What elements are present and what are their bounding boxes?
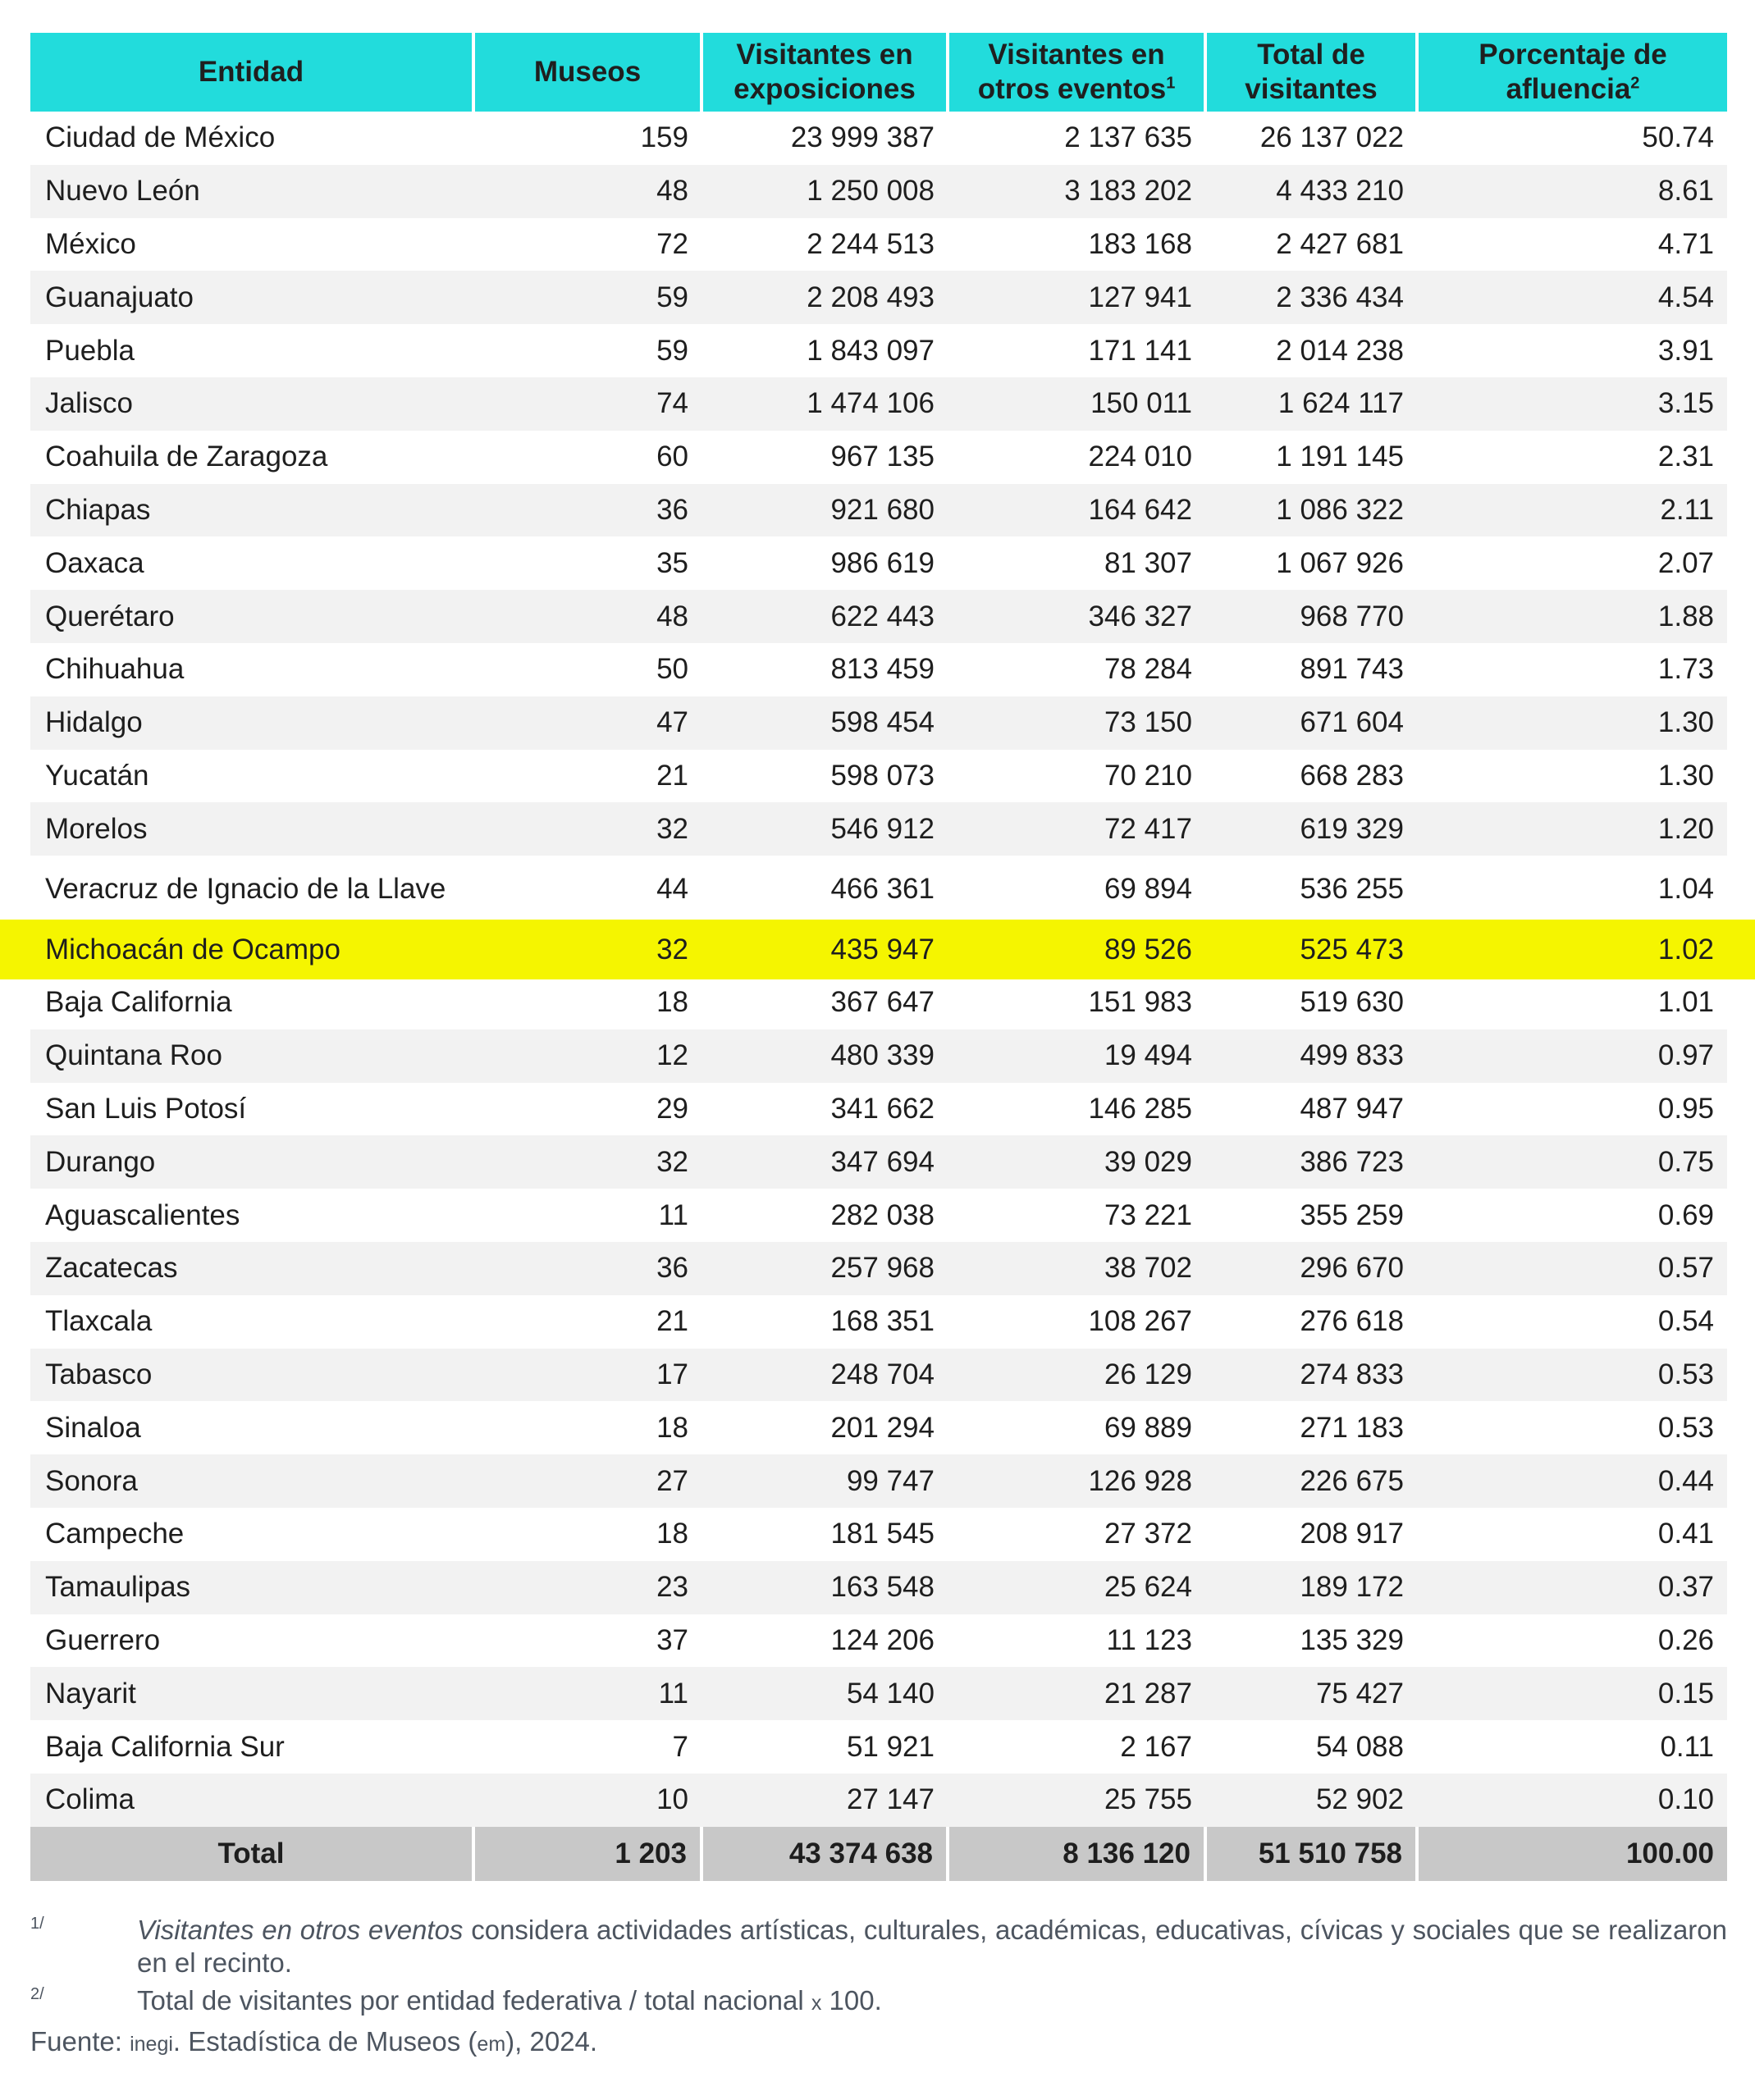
cell-otros: 38 702	[948, 1242, 1205, 1295]
museum-table-container	[30, 33, 1727, 1881]
table-row	[30, 1561, 1727, 1614]
cell-entidad: Guerrero	[45, 1623, 161, 1656]
source-end: ), 2024.	[505, 2026, 598, 2057]
cell-exposiciones: 248 704	[702, 1349, 948, 1402]
cell-total: 536 255	[1300, 873, 1404, 906]
cell-entidad: Yucatán	[45, 759, 149, 792]
cell-exposiciones: 622 443	[702, 590, 948, 643]
cell-porcentaje: 50.74	[1642, 121, 1714, 154]
cell-exposiciones: 1 474 106	[702, 377, 948, 431]
cell-otros: 78 284	[1104, 653, 1192, 686]
cell-exposiciones: 921 680	[702, 484, 948, 537]
cell-entidad: Oaxaca	[45, 546, 144, 579]
cell-porcentaje: 1.30	[1417, 696, 1727, 750]
cell-museos: 48	[473, 590, 702, 643]
cell-porcentaje: 0.75	[1417, 1135, 1727, 1189]
cell-museos: 29	[656, 1092, 688, 1125]
cell-museos: 32	[473, 802, 702, 856]
table-row	[30, 802, 1727, 856]
cell-entidad: Tlaxcala	[45, 1305, 153, 1338]
header-museos: Museos	[473, 33, 702, 112]
cell-exposiciones: 163 548	[702, 1561, 948, 1614]
table-total	[30, 1827, 1727, 1881]
footnote-2-mark: 2/	[30, 1985, 44, 2003]
table-row	[30, 643, 1727, 696]
total-visitantes: 51 510 758	[1205, 1827, 1417, 1881]
cell-otros: 26 129	[948, 1349, 1205, 1402]
table-row	[30, 218, 1727, 272]
table-row	[30, 1614, 1727, 1668]
cell-exposiciones: 282 038	[830, 1198, 935, 1231]
source-abbr: em	[477, 2033, 506, 2056]
table-row	[30, 271, 1727, 324]
cell-total: 891 743	[1300, 653, 1404, 686]
footnote-1-mark: 1/	[30, 1915, 44, 1933]
cell-porcentaje: 1.73	[1657, 653, 1714, 686]
cell-porcentaje: 1.88	[1417, 590, 1727, 643]
footnotes	[30, 1914, 1727, 2061]
cell-museos: 32	[473, 923, 702, 976]
cell-total: 671 604	[1205, 696, 1417, 750]
cell-otros: 19 494	[948, 1029, 1205, 1083]
cell-porcentaje: 0.53	[1417, 1349, 1727, 1402]
table-row	[30, 1401, 1727, 1454]
cell-museos: 50	[656, 653, 688, 686]
cell-total: 1 191 145	[1276, 441, 1404, 473]
cell-museos: 11	[473, 1667, 702, 1720]
cell-otros: 69 894	[1104, 873, 1192, 906]
footnote-2-times: x	[811, 1992, 822, 2015]
cell-otros: 70 210	[1104, 759, 1192, 792]
cell-total: 525 473	[1205, 923, 1417, 976]
cell-otros: 171 141	[1088, 334, 1192, 367]
cell-museos: 47	[473, 696, 702, 750]
cell-porcentaje: 1.01	[1657, 986, 1714, 1019]
cell-otros: 39 029	[948, 1135, 1205, 1189]
cell-exposiciones: 99 747	[702, 1454, 948, 1508]
cell-total: 1 624 117	[1205, 377, 1417, 431]
cell-exposiciones: 435 947	[702, 923, 948, 976]
cell-entidad: Colima	[30, 1774, 473, 1827]
cell-total: 1 067 926	[1276, 546, 1404, 579]
cell-otros: 108 267	[1088, 1305, 1192, 1338]
cell-entidad: Jalisco	[30, 377, 473, 431]
cell-entidad: Coahuila de Zaragoza	[45, 441, 328, 473]
cell-entidad: Nayarit	[30, 1667, 473, 1720]
cell-exposiciones: 257 968	[702, 1242, 948, 1295]
cell-exposiciones: 347 694	[702, 1135, 948, 1189]
table-body	[30, 112, 1727, 1827]
cell-total: 4 433 210	[1205, 165, 1417, 218]
source-line	[30, 2025, 1727, 2061]
table-row	[30, 1508, 1727, 1561]
table-row	[30, 590, 1727, 643]
cell-museos: 36	[473, 1242, 702, 1295]
table-row	[30, 750, 1727, 803]
table-row	[30, 112, 1727, 165]
cell-exposiciones: 1 843 097	[807, 334, 935, 367]
cell-exposiciones: 124 206	[830, 1623, 935, 1656]
cell-museos: 159	[640, 121, 688, 154]
cell-otros: 224 010	[1088, 441, 1192, 473]
table-row	[30, 1667, 1727, 1720]
cell-museos: 17	[473, 1349, 702, 1402]
table-row	[30, 536, 1727, 590]
cell-museos: 11	[658, 1198, 688, 1231]
cell-entidad: Sinaloa	[45, 1411, 141, 1444]
footnote-2-end: 100.	[821, 1985, 882, 2016]
table-row	[30, 377, 1727, 431]
cell-otros: 146 285	[1088, 1092, 1192, 1125]
cell-museos: 32	[473, 1135, 702, 1189]
cell-total: 355 259	[1300, 1198, 1404, 1231]
cell-porcentaje: 4.54	[1417, 271, 1727, 324]
cell-exposiciones: 2 244 513	[807, 227, 935, 260]
header-porcentaje: Porcentaje de afluencia$^2$	[1417, 33, 1727, 112]
source-text: . Estadística de Museos (	[172, 2026, 478, 2057]
cell-total: 276 618	[1300, 1305, 1404, 1338]
table-row	[30, 976, 1727, 1029]
table-row	[30, 1189, 1727, 1242]
cell-entidad: Tamaulipas	[30, 1561, 473, 1614]
table-header	[30, 33, 1727, 112]
footnote-ref-1: 1	[1166, 74, 1176, 93]
cell-total: 668 283	[1300, 759, 1404, 792]
cell-porcentaje: 0.69	[1657, 1198, 1714, 1231]
cell-exposiciones: 598 073	[830, 759, 935, 792]
cell-porcentaje: 0.37	[1417, 1561, 1727, 1614]
cell-otros: 73 221	[1104, 1198, 1192, 1231]
cell-otros: 25 755	[948, 1774, 1205, 1827]
cell-museos: 44	[656, 873, 688, 906]
cell-otros: 69 889	[1104, 1411, 1192, 1444]
cell-entidad: Veracruz de Ignacio de la Llave	[45, 873, 446, 906]
total-otros: 8 136 120	[948, 1827, 1205, 1881]
cell-museos: 10	[473, 1774, 702, 1827]
table-row	[30, 1720, 1727, 1774]
cell-total: 54 088	[1315, 1730, 1404, 1763]
cell-otros: 73 150	[948, 696, 1205, 750]
header-total: Total de visitantes	[1205, 33, 1417, 112]
cell-otros: 2 167	[1120, 1730, 1192, 1763]
cell-museos: 21	[656, 759, 688, 792]
cell-porcentaje: 0.11	[1660, 1730, 1714, 1763]
cell-porcentaje: 0.10	[1417, 1774, 1727, 1827]
cell-museos: 59	[656, 334, 688, 367]
cell-museos: 35	[656, 546, 688, 579]
table-row	[30, 696, 1727, 750]
cell-otros: 2 137 635	[1064, 121, 1192, 154]
cell-total: 2 014 238	[1276, 334, 1404, 367]
cell-total: 386 723	[1205, 1135, 1417, 1189]
cell-porcentaje: 2.31	[1657, 441, 1714, 473]
cell-porcentaje: 2.07	[1657, 546, 1714, 579]
cell-exposiciones: 546 912	[702, 802, 948, 856]
cell-porcentaje: 0.41	[1657, 1518, 1714, 1550]
cell-total: 274 833	[1205, 1349, 1417, 1402]
cell-entidad: Aguascalientes	[45, 1198, 240, 1231]
cell-porcentaje: 3.15	[1417, 377, 1727, 431]
table-row	[30, 1349, 1727, 1402]
cell-otros: 346 327	[948, 590, 1205, 643]
cell-exposiciones: 2 208 493	[702, 271, 948, 324]
cell-exposiciones: 181 545	[830, 1518, 935, 1550]
cell-otros: 81 307	[1104, 546, 1192, 579]
cell-total: 968 770	[1205, 590, 1417, 643]
cell-total: 519 630	[1300, 986, 1404, 1019]
cell-porcentaje: 4.71	[1657, 227, 1714, 260]
cell-total: 226 675	[1205, 1454, 1417, 1508]
cell-exposiciones: 813 459	[830, 653, 935, 686]
cell-entidad: Guanajuato	[30, 271, 473, 324]
cell-porcentaje: 1.02	[1417, 923, 1727, 976]
cell-otros: 3 183 202	[948, 165, 1205, 218]
total-museos: 1 203	[473, 1827, 702, 1881]
cell-otros: 127 941	[948, 271, 1205, 324]
cell-museos: 60	[656, 441, 688, 473]
footnote-1	[30, 1914, 1727, 1979]
cell-exposiciones: 27 147	[702, 1774, 948, 1827]
cell-entidad: Hidalgo	[30, 696, 473, 750]
cell-porcentaje: 1.20	[1417, 802, 1727, 856]
table-row	[30, 1454, 1727, 1508]
cell-entidad: Querétaro	[30, 590, 473, 643]
cell-museos: 37	[656, 1623, 688, 1656]
cell-museos: 21	[656, 1305, 688, 1338]
cell-otros: 164 642	[948, 484, 1205, 537]
cell-entidad: Morelos	[30, 802, 473, 856]
cell-otros: 72 417	[948, 802, 1205, 856]
table-row	[30, 923, 1727, 976]
cell-entidad: Michoacán de Ocampo	[30, 923, 473, 976]
cell-total: 52 902	[1205, 1774, 1417, 1827]
cell-porcentaje: 8.61	[1417, 165, 1727, 218]
cell-museos: 18	[656, 1518, 688, 1550]
cell-museos: 59	[473, 271, 702, 324]
table-row	[30, 1029, 1727, 1083]
cell-total: 619 329	[1205, 802, 1417, 856]
cell-entidad: México	[45, 227, 136, 260]
cell-otros: 126 928	[948, 1454, 1205, 1508]
cell-total: 75 427	[1205, 1667, 1417, 1720]
table-row	[30, 1135, 1727, 1189]
cell-exposiciones: 201 294	[830, 1411, 935, 1444]
cell-total: 26 137 022	[1259, 121, 1404, 154]
footnote-2	[30, 1984, 1727, 2020]
cell-entidad: Tabasco	[30, 1349, 473, 1402]
cell-museos: 27	[473, 1454, 702, 1508]
cell-porcentaje: 0.54	[1657, 1305, 1714, 1338]
cell-exposiciones: 967 135	[830, 441, 935, 473]
cell-museos: 7	[672, 1730, 688, 1763]
table-row	[30, 431, 1727, 484]
cell-otros: 89 526	[948, 923, 1205, 976]
cell-entidad: Chiapas	[30, 484, 473, 537]
cell-otros: 25 624	[948, 1561, 1205, 1614]
cell-otros: 150 011	[948, 377, 1205, 431]
table-row	[30, 1774, 1727, 1827]
cell-entidad: Puebla	[45, 334, 135, 367]
total-exposiciones: 43 374 638	[702, 1827, 948, 1881]
cell-museos: 18	[656, 1411, 688, 1444]
cell-exposiciones: 1 250 008	[702, 165, 948, 218]
cell-total: 499 833	[1205, 1029, 1417, 1083]
cell-total: 2 336 434	[1205, 271, 1417, 324]
cell-porcentaje: 1.30	[1657, 759, 1714, 792]
cell-entidad: Campeche	[45, 1518, 185, 1550]
cell-entidad: Nuevo León	[30, 165, 473, 218]
cell-exposiciones: 466 361	[830, 873, 935, 906]
table-row	[30, 1242, 1727, 1295]
table-row	[30, 324, 1727, 377]
cell-total: 135 329	[1300, 1623, 1404, 1656]
cell-porcentaje: 3.91	[1657, 334, 1714, 367]
cell-museos: 74	[473, 377, 702, 431]
footnote-1-text: considera actividades artísticas, culturales, académicas, educativas, cívicas y sociales que se realizaron en el recinto.	[137, 1915, 1728, 1978]
cell-exposiciones: 480 339	[702, 1029, 948, 1083]
cell-porcentaje: 0.53	[1657, 1411, 1714, 1444]
total-row	[30, 1827, 1727, 1881]
cell-exposiciones: 598 454	[702, 696, 948, 750]
cell-exposiciones: 986 619	[830, 546, 935, 579]
table-row	[30, 1295, 1727, 1349]
cell-exposiciones: 168 351	[830, 1305, 935, 1338]
cell-total: 271 183	[1300, 1411, 1404, 1444]
cell-museos: 12	[473, 1029, 702, 1083]
cell-entidad: Zacatecas	[30, 1242, 473, 1295]
footnote-2-text: Total de visitantes por entidad federativa / total nacional	[137, 1985, 811, 2016]
cell-total: 296 670	[1205, 1242, 1417, 1295]
cell-otros: 27 372	[1104, 1518, 1192, 1550]
cell-porcentaje: 0.57	[1417, 1242, 1727, 1295]
cell-total: 2 427 681	[1276, 227, 1404, 260]
cell-porcentaje: 0.44	[1417, 1454, 1727, 1508]
table-row	[30, 484, 1727, 537]
cell-total: 1 086 322	[1205, 484, 1417, 537]
table-row	[30, 856, 1727, 923]
cell-museos: 72	[656, 227, 688, 260]
cell-entidad: Durango	[30, 1135, 473, 1189]
cell-exposiciones: 367 647	[830, 986, 935, 1019]
total-label: Total	[30, 1827, 473, 1881]
header-entidad: Entidad	[30, 33, 473, 112]
cell-exposiciones: 51 921	[846, 1730, 935, 1763]
header-otros-eventos: Visitantes en otros eventos$^1$	[948, 33, 1205, 112]
cell-entidad: Chihuahua	[45, 653, 185, 686]
museum-visitors-table	[30, 33, 1727, 1881]
source-org: inegi	[130, 2033, 173, 2056]
cell-museos: 18	[656, 986, 688, 1019]
cell-otros: 11 123	[1106, 1623, 1192, 1656]
cell-exposiciones: 23 999 387	[790, 121, 935, 154]
cell-porcentaje: 1.04	[1657, 873, 1714, 906]
cell-exposiciones: 54 140	[702, 1667, 948, 1720]
cell-entidad: San Luis Potosí	[45, 1092, 247, 1125]
header-exposiciones: Visitantes en exposiciones	[702, 33, 948, 112]
cell-entidad: Baja California	[45, 986, 232, 1019]
cell-otros: 21 287	[948, 1667, 1205, 1720]
cell-museos: 23	[473, 1561, 702, 1614]
cell-total: 208 917	[1300, 1518, 1404, 1550]
cell-museos: 36	[473, 484, 702, 537]
cell-porcentaje: 0.26	[1657, 1623, 1714, 1656]
table-row	[30, 1083, 1727, 1136]
cell-total: 487 947	[1300, 1092, 1404, 1125]
cell-porcentaje: 2.11	[1417, 484, 1727, 537]
cell-porcentaje: 0.95	[1657, 1092, 1714, 1125]
cell-museos: 48	[473, 165, 702, 218]
total-porcentaje: 100.00	[1417, 1827, 1727, 1881]
cell-entidad: Sonora	[30, 1454, 473, 1508]
cell-entidad: Quintana Roo	[30, 1029, 473, 1083]
footnote-ref-2: 2	[1630, 74, 1640, 93]
cell-otros: 183 168	[1088, 227, 1192, 260]
cell-total: 189 172	[1205, 1561, 1417, 1614]
cell-entidad: Ciudad de México	[45, 121, 276, 154]
source-label: Fuente:	[30, 2026, 122, 2057]
cell-entidad: Baja California Sur	[45, 1730, 285, 1763]
cell-otros: 151 983	[1088, 986, 1192, 1019]
cell-porcentaje: 0.97	[1417, 1029, 1727, 1083]
cell-exposiciones: 341 662	[830, 1092, 935, 1125]
cell-porcentaje: 0.15	[1417, 1667, 1727, 1720]
table-row	[30, 165, 1727, 218]
footnote-1-term: Visitantes en otros eventos	[137, 1915, 464, 1945]
